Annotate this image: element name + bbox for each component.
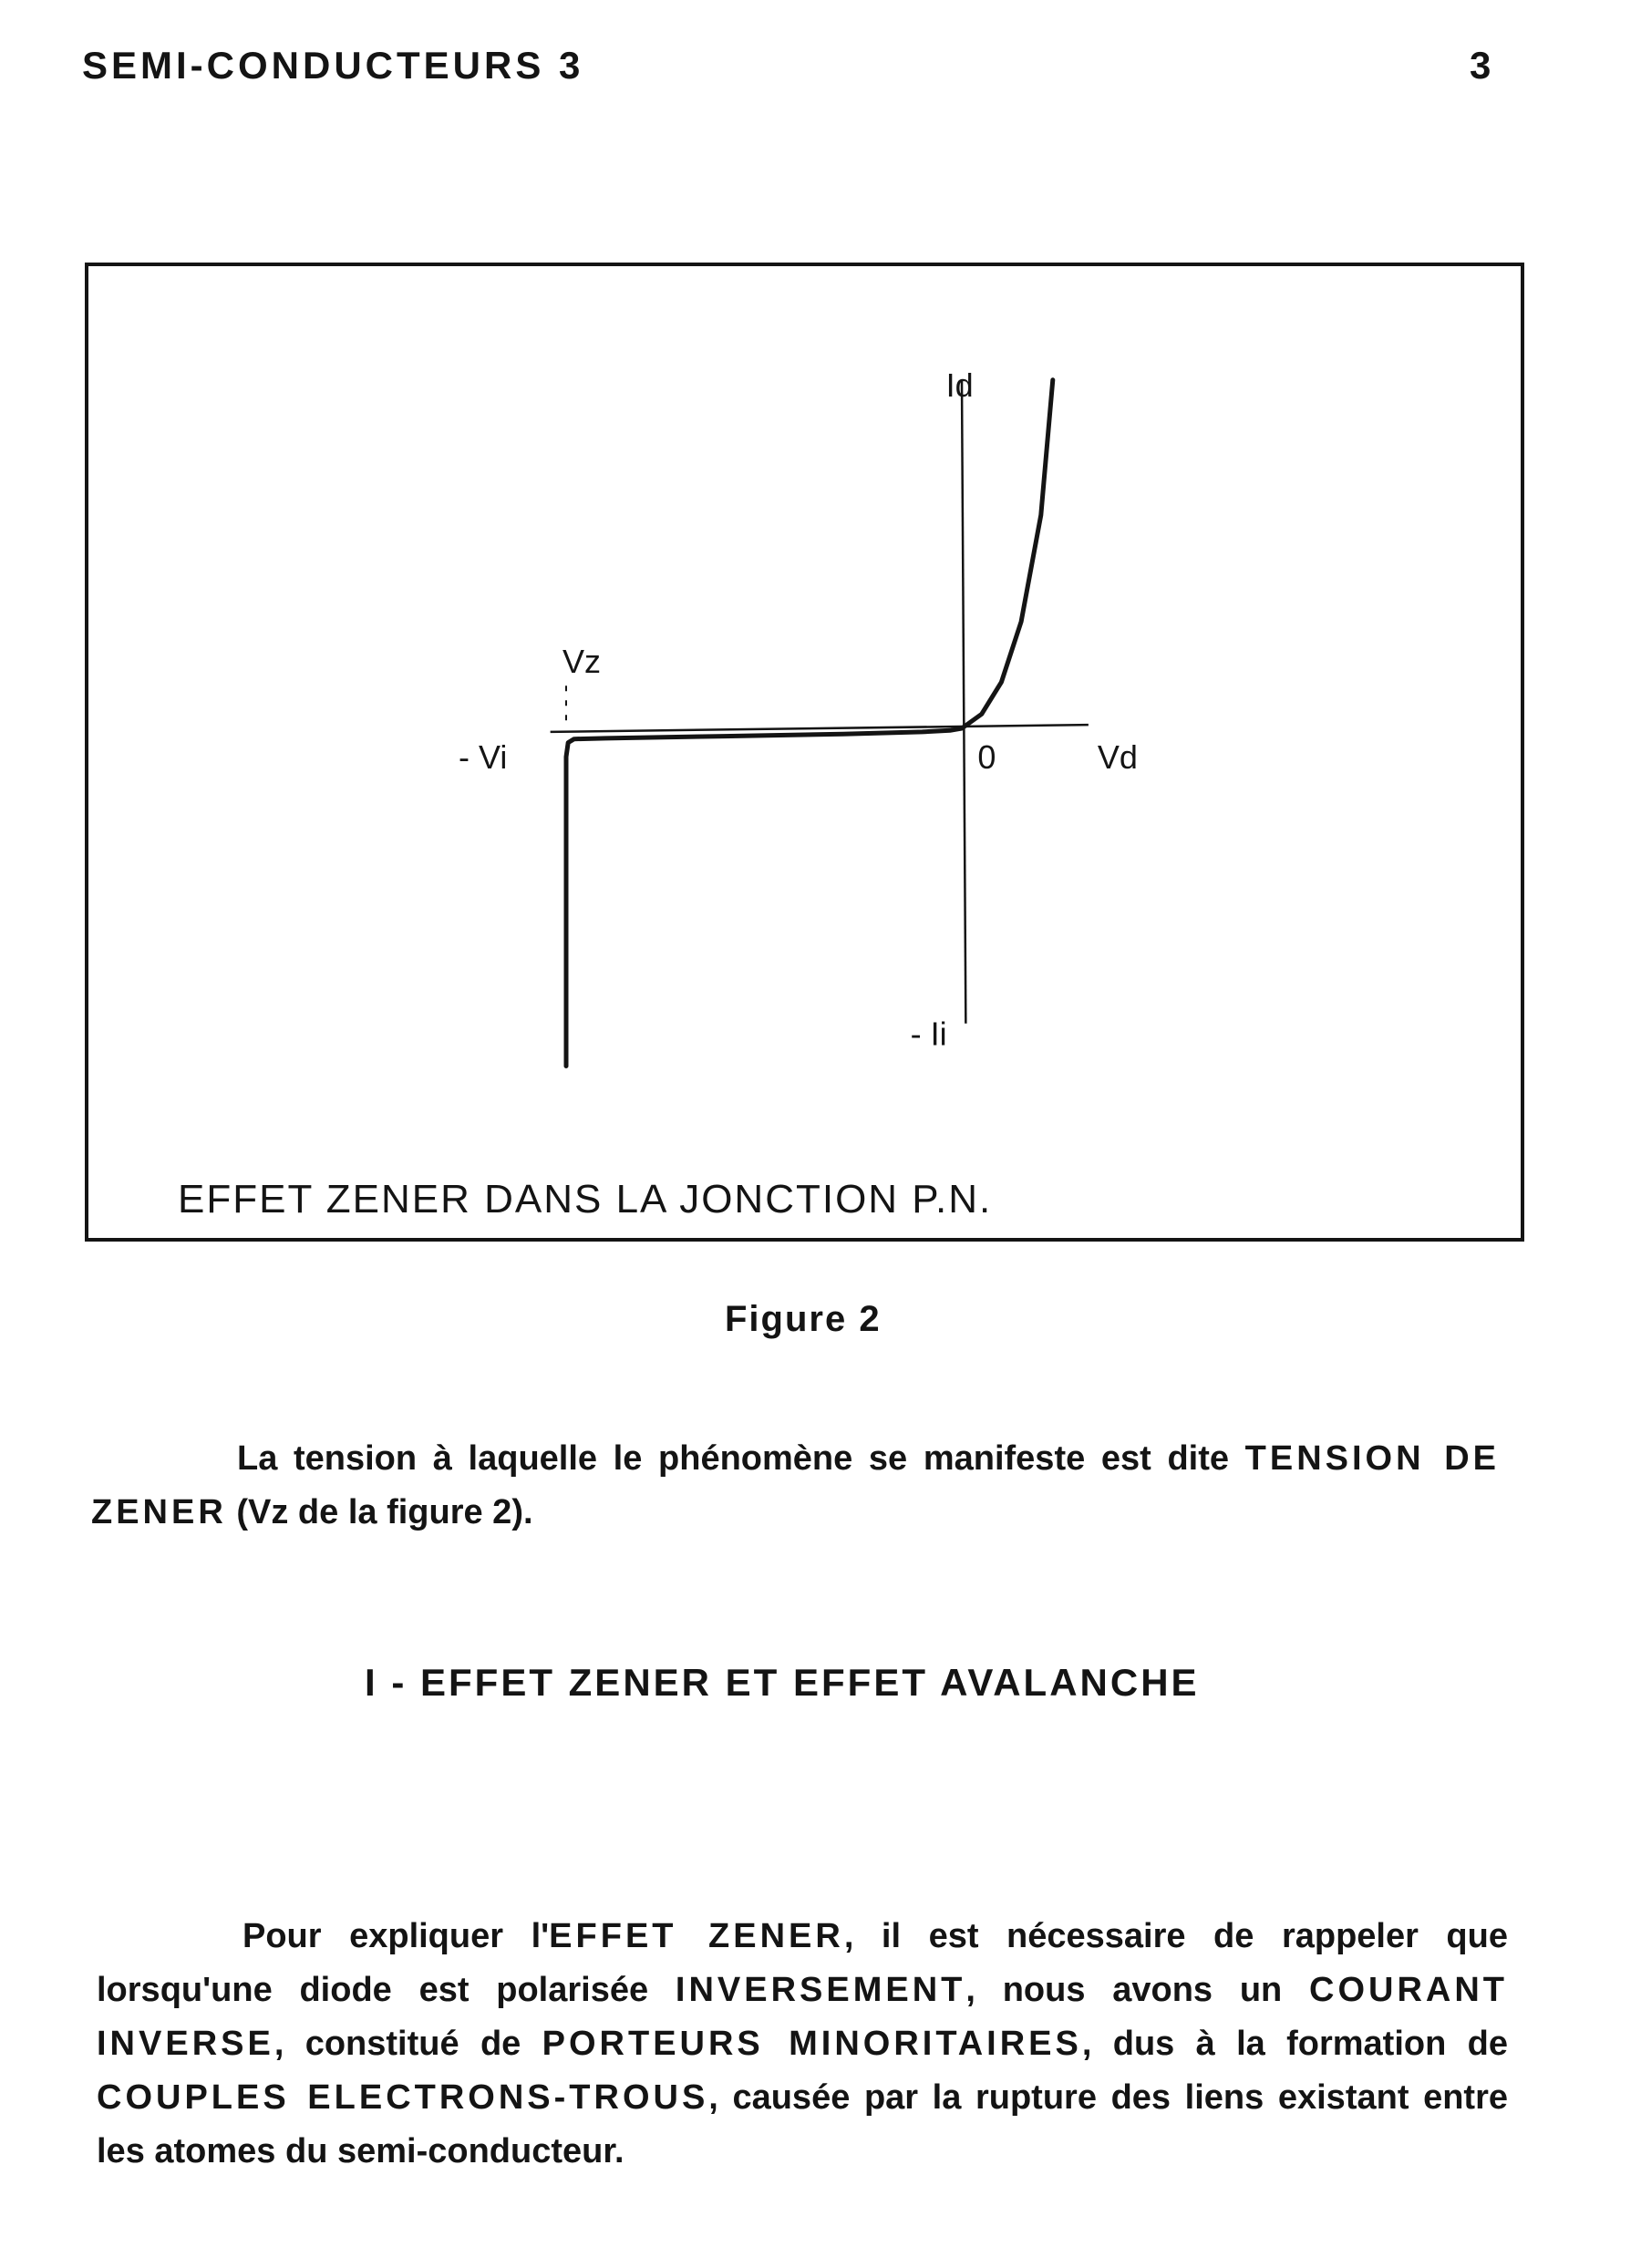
paragraph-zener-tension: La tension à laquelle le phénomène se manifeste est dite TENSION DE ZENER (Vz de la figure 2). — [91, 1439, 1500, 1531]
negative-x-label: - Vi — [459, 738, 508, 776]
figure-frame — [85, 263, 1524, 1242]
page-number: 3 — [1470, 44, 1491, 87]
running-head: SEMI-CONDUCTEURS 3 — [82, 44, 584, 87]
negative-y-label: - Ii — [910, 1015, 947, 1053]
origin-label: 0 — [977, 738, 996, 776]
x-axis-label: Vd — [1097, 738, 1138, 776]
section-heading: I - EFFET ZENER ET EFFET AVALANCHE — [365, 1661, 1200, 1704]
vz-label: Vz — [562, 643, 602, 681]
figure-title: EFFET ZENER DANS LA JONCTION P.N. — [178, 1177, 993, 1222]
y-axis — [962, 380, 965, 1024]
iv-characteristic-curve — [566, 380, 1053, 1067]
y-axis-label: Id — [945, 366, 974, 404]
x-axis — [551, 725, 1089, 732]
paragraph-zener-explanation: Pour expliquer l'EFFET ZENER, il est nécessaire de rappeler que lorsqu'une diode est polarisée INVERSEMENT, nous avons un COURANT INVERSE, constitué de PORTEURS MINORITAIRES, dus à la formation de COUPLES ELECTRONS-TROUS, causée par la rupture des liens existant entre les atomes du semi-conducteur. — [97, 1917, 1508, 2170]
zener-chart — [88, 266, 1521, 1238]
figure-caption: Figure 2 — [725, 1299, 882, 1339]
